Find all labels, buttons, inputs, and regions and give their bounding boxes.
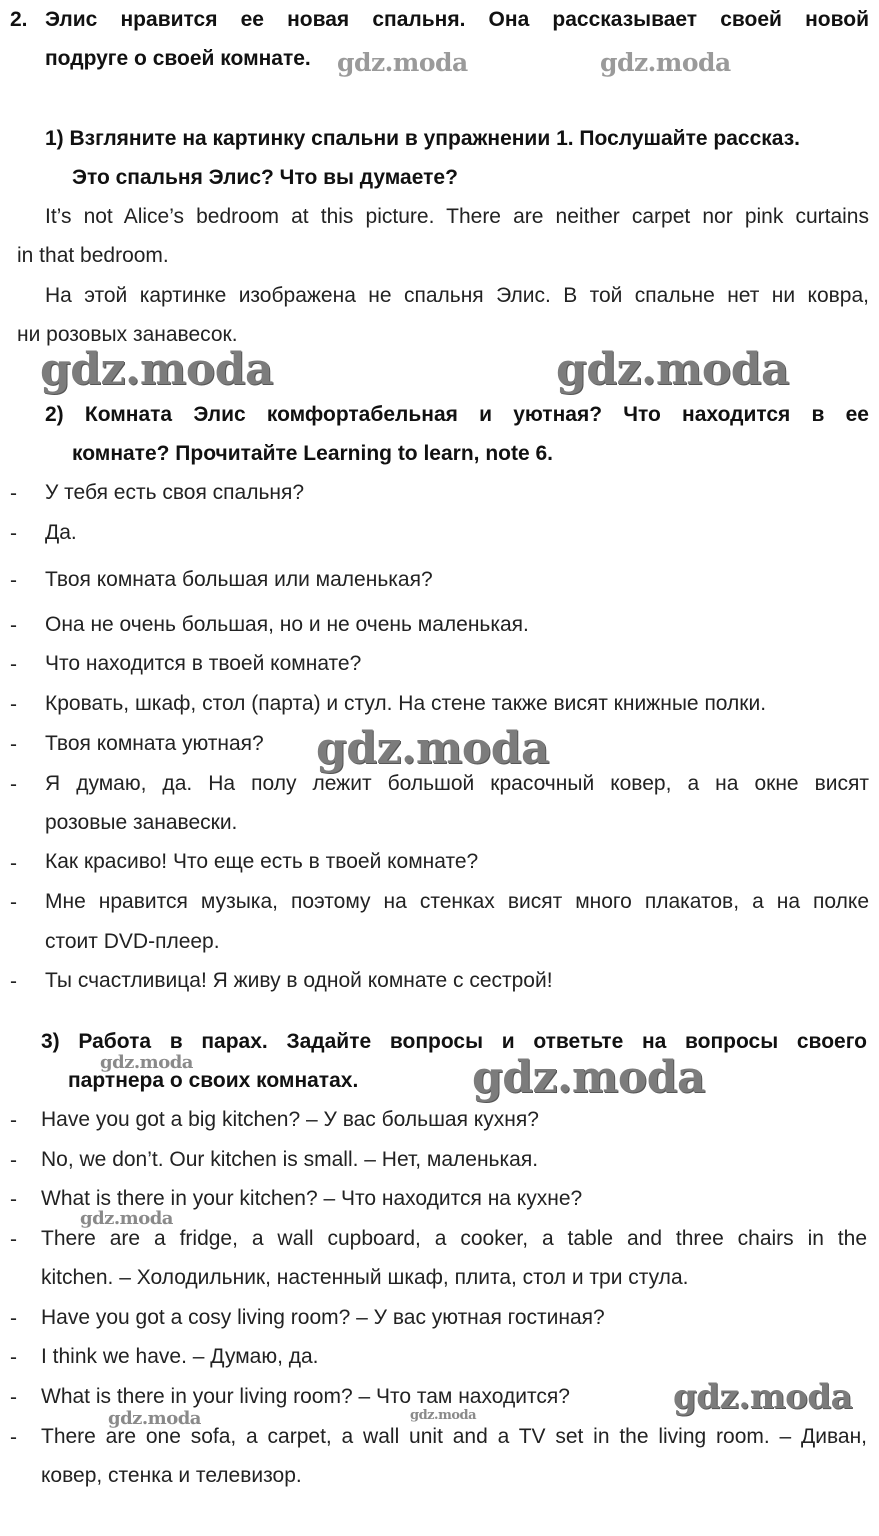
dialogue-line: What is there in your kitchen? – Что находится на кухне? [41,1187,583,1210]
dialogue-line: Да. [45,521,77,544]
dialogue-dash: - [10,1426,17,1449]
dialogue-line: Have you got a big kitchen? – У вас большая кухня? [41,1108,539,1131]
part3-question-line2: партнера о своих комнатах. [68,1069,359,1092]
dialogue-line: Твоя комната большая или маленькая? [45,568,433,591]
dialogue-dash: - [10,1149,17,1172]
dialogue-dash: - [10,891,17,914]
part1-answer-ru-line2: ни розовых занавесок. [17,323,238,346]
watermark-logo: gdz.moda [80,1208,173,1229]
watermark-logo: gdz.moda [410,1408,477,1423]
watermark-logo: gdz.moda [472,1052,706,1103]
watermark-logo: gdz.moda [556,344,790,395]
dialogue-dash: - [10,733,17,756]
watermark-logo: gdz.moda [673,1377,853,1417]
dialogue-line: Твоя комната уютная? [45,732,264,755]
dialogue-line: Кровать, шкаф, стол (парта) и стул. На стене также висят книжные полки. [45,692,767,715]
part1-answer-en-line1: It’s not Alice’s bedroom at this picture. There are neither carpet nor pink curtains [45,205,869,228]
part1-answer-en-line2: in that bedroom. [17,244,169,267]
dialogue-line: Мне нравится музыка, поэтому на стенках висят много плакатов, а на полке [45,890,869,913]
dialogue-line: I think we have. – Думаю, да. [41,1345,319,1368]
dialogue-line: Я думаю, да. На полу лежит большой красочный ковер, а на окне висят [45,772,869,795]
dialogue-line: There are a fridge, a wall cupboard, a cooker, a table and three chairs in the [41,1227,867,1250]
part1-question-line1: 1) Взгляните на картинку спальни в упражнении 1. Послушайте рассказ. [45,127,800,150]
dialogue-line: No, we don’t. Our kitchen is small. – Нет, маленькая. [41,1148,539,1171]
part2-question-line1: 2) Комната Элис комфортабельная и уютная? Что находится в ее [45,403,869,426]
dialogue-line: Как красиво! Что еще есть в твоей комнате? [45,850,479,873]
dialogue-dash: - [10,693,17,716]
watermark-logo: gdz.moda [100,1052,193,1073]
dialogue-dash: - [10,1109,17,1132]
dialogue-dash: - [10,970,17,993]
dialogue-line-continued: стоит DVD-плеер. [45,930,220,953]
dialogue-line: Ты счастливица! Я живу в одной комнате с сестрой! [45,969,553,992]
part3-question-line1: 3) Работа в парах. Задайте вопросы и ответьте на вопросы своего [41,1030,867,1053]
dialogue-dash: - [10,482,17,505]
dialogue-line: Have you got a cosy living room? – У вас уютная гостиная? [41,1306,605,1329]
part2-question-line2: комнате? Прочитайте Learning to learn, note 6. [72,442,554,465]
dialogue-line: Она не очень большая, но и не очень маленькая. [45,613,529,636]
dialogue-line-continued: розовые занавески. [45,811,238,834]
task-title-line1: Элис нравится ее новая спальня. Она рассказывает своей новой [45,8,869,31]
dialogue-line: Что находится в твоей комнате? [45,652,362,675]
watermark-logo: gdz.moda [600,48,731,77]
dialogue-line: There are one sofa, a carpet, a wall unit and a TV set in the living room. – Диван, [41,1425,867,1448]
part1-answer-ru-line1: На этой картинке изображена не спальня Элис. В той спальне нет ни ковра, [45,284,869,307]
watermark-logo: gdz.moda [316,723,550,774]
dialogue-dash: - [10,1386,17,1409]
dialogue-dash: - [10,614,17,637]
dialogue-line-continued: ковер, стенка и телевизор. [41,1464,302,1487]
dialogue-dash: - [10,1346,17,1369]
dialogue-line: У тебя есть своя спальня? [45,481,305,504]
dialogue-dash: - [10,1228,17,1251]
watermark-logo: gdz.moda [40,344,274,395]
dialogue-dash: - [10,653,17,676]
dialogue-dash: - [10,852,17,875]
task-title-line2: подруге о своей комнате. [45,47,311,70]
dialogue-line: What is there in your living room? – Что там находится? [41,1385,570,1408]
task-number: 2. [10,8,28,31]
watermark-logo: gdz.moda [337,48,468,77]
dialogue-dash: - [10,522,17,545]
dialogue-line-continued: kitchen. – Холодильник, настенный шкаф, плита, стол и три стула. [41,1266,689,1289]
dialogue-dash: - [10,1307,17,1330]
dialogue-dash: - [10,1188,17,1211]
dialogue-dash: - [10,569,17,592]
dialogue-dash: - [10,773,17,796]
part1-question-line2: Это спальня Элис? Что вы думаете? [72,166,458,189]
watermark-logo: gdz.moda [108,1408,201,1429]
